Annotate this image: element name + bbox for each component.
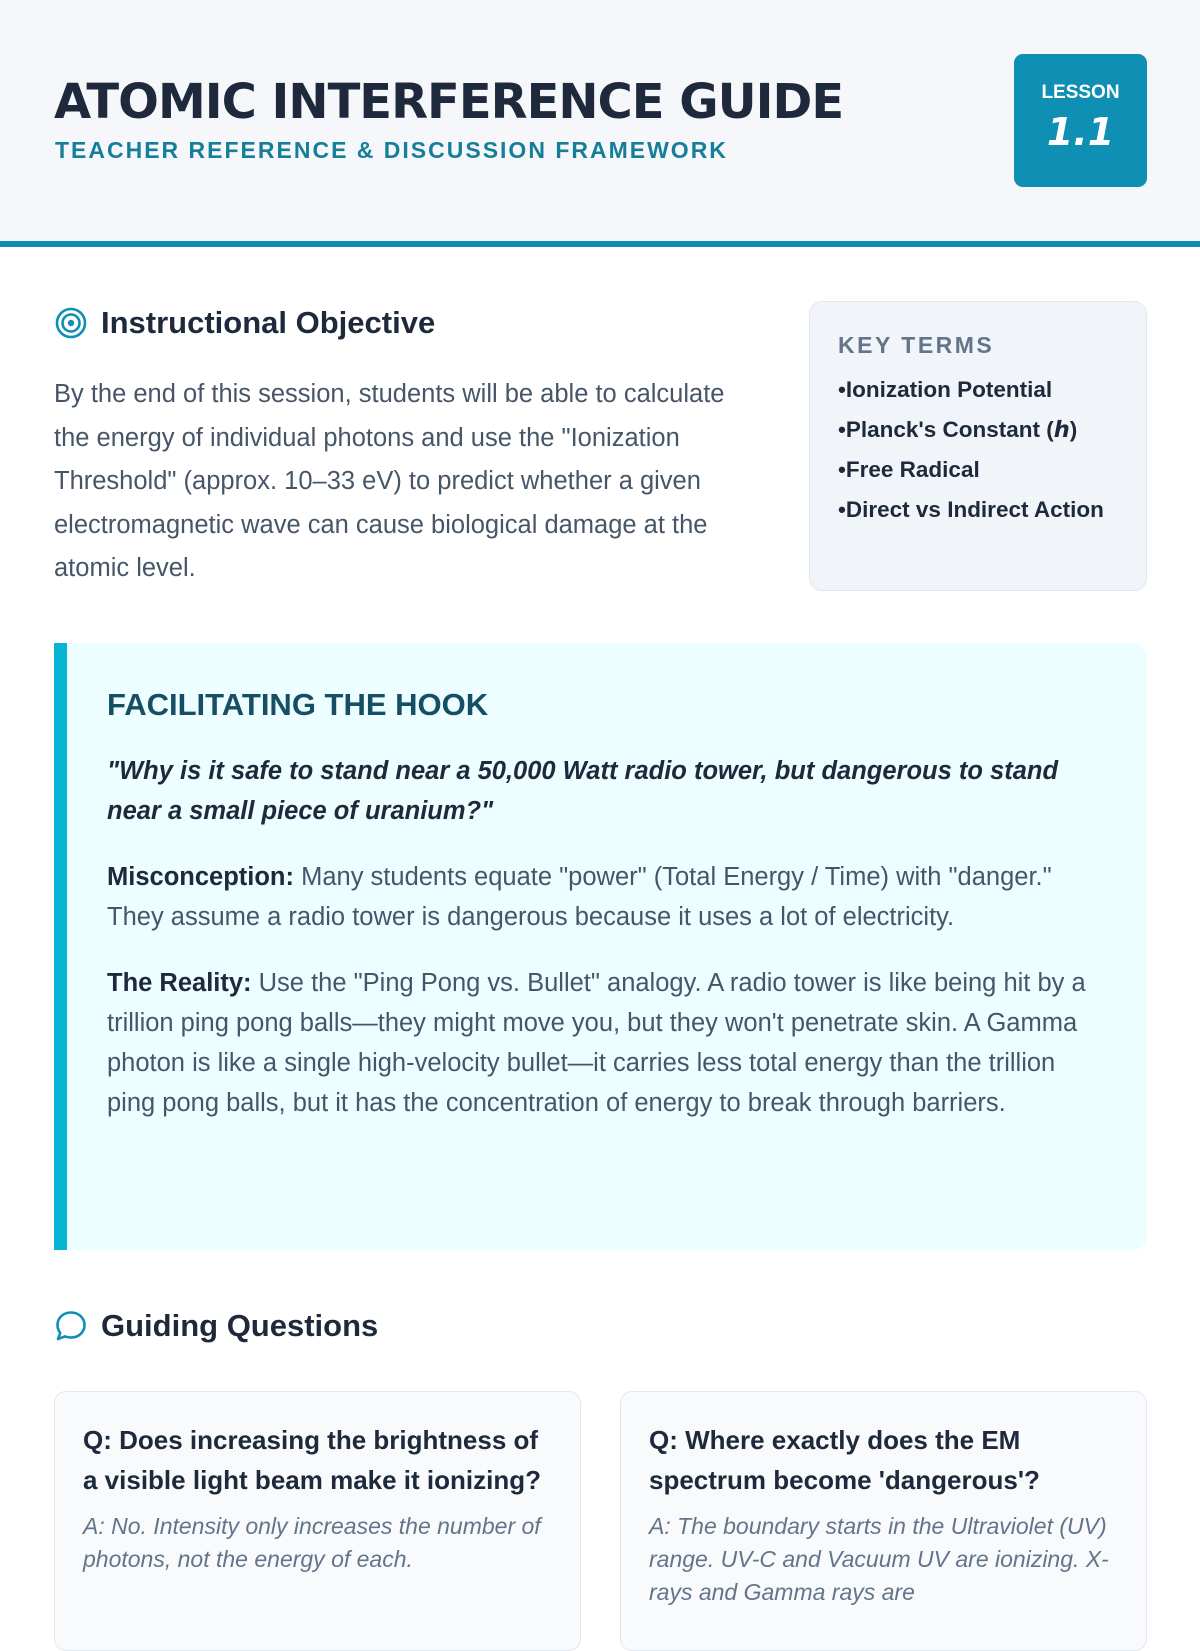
key-term-item: • Free Radical (838, 453, 1120, 486)
hook-quote: "Why is it safe to stand near a 50,000 Watt radio tower, but dangerous to stand near a small piece of uranium?" (107, 757, 1059, 825)
page-title: ATOMIC INTERFERENCE GUIDE (54, 74, 844, 130)
hook-callout (54, 643, 1147, 1250)
reality-label: The Reality: (107, 969, 252, 997)
objective-text: By the end of this session, students will be able to calculate the energy of individual photons and use the "Ionization Threshold" (approx. 10–33 eV) to predict whether a given electromagnetic wave can cause biological damage at the atomic level. (54, 380, 725, 582)
guiding-questions-heading (54, 1308, 378, 1344)
answer-text: A: No. Intensity only increases the number of photons, not the energy of each. (83, 1513, 541, 1572)
key-terms-title: KEY TERMS (838, 332, 995, 358)
hook-title: FACILITATING THE HOOK (107, 687, 489, 722)
question-text: Q: Where exactly does the EM spectrum become 'dangerous'? (649, 1425, 1040, 1495)
question-card (54, 1391, 581, 1651)
lesson-number: 1.1 (1046, 110, 1115, 154)
question-text: Q: Does increasing the brightness of a visible light beam make it ionizing? (83, 1425, 541, 1495)
reality-paragraph (107, 963, 1103, 1123)
lesson-badge (1014, 54, 1147, 187)
misconception-paragraph (107, 857, 1103, 937)
speech-bubble-icon (54, 1309, 88, 1343)
key-term-item: • Direct vs Indirect Action (838, 493, 1120, 526)
guiding-questions-heading-text: Guiding Questions (101, 1308, 379, 1343)
misconception-text: Many students equate "power" (Total Energy / Time) with "danger." They assume a radio tower is dangerous because it uses a lot of electricity. (107, 863, 1052, 931)
target-icon (54, 306, 88, 340)
key-terms-list (838, 373, 1120, 526)
question-card (620, 1391, 1147, 1651)
lesson-label: LESSON (1041, 82, 1120, 103)
page-header (0, 0, 1200, 247)
key-term-item: • Planck's Constant (ℎ) (838, 413, 1120, 446)
page-subtitle: TEACHER REFERENCE & DISCUSSION FRAMEWORK (55, 137, 728, 163)
reality-text: Use the "Ping Pong vs. Bullet" analogy. A radio tower is like being hit by a trillion ping pong balls—they might move you, but they won't penetrate skin. A Gamma photon is like a single high-velocity bullet—it carries less total energy than the trillion ping pong balls, but it has the concentration of energy to break through barriers. (107, 969, 1086, 1117)
objective-heading-text: Instructional Objective (101, 305, 436, 340)
key-terms-box (809, 301, 1147, 591)
misconception-label: Misconception: (107, 863, 295, 891)
answer-text: A: The boundary starts in the Ultraviolet (UV) range. UV-C and Vacuum UV are ionizing. X-rays and Gamma rays are (649, 1513, 1109, 1605)
key-term-item: • Ionization Potential (838, 373, 1120, 406)
objective-heading (54, 305, 435, 341)
